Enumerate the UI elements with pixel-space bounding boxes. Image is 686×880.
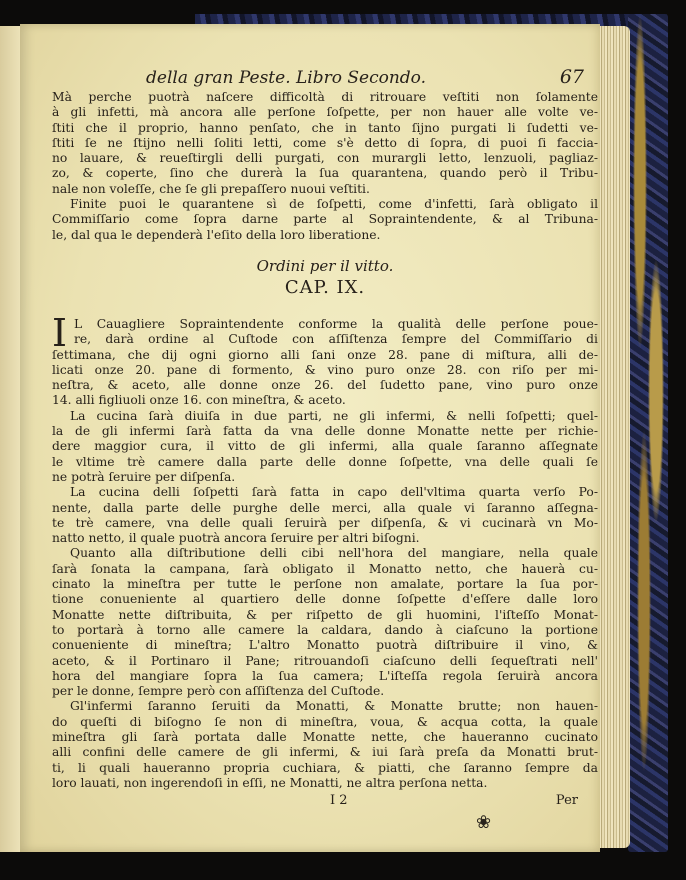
text-line: dere maggior cura, il vitto de gli infermi, alla quale ſaranno aſſegnate [52, 439, 598, 454]
text-line: cinato la mineſtra per tutte le perſone non amalate, portare la ſua por- [52, 577, 598, 592]
text-line: Quanto alla diſtributione delli cibi nell'hora del mangiare, nella quale [70, 546, 598, 561]
page-footer [52, 793, 598, 811]
catchword: Per [555, 793, 578, 809]
text-line: Commiſſario come ſopra darne parte al Sopraintendente, & al Tribuna- [52, 212, 598, 227]
text-line: re, darà ordine al Cuſtode con aſſiſtenza ſempre del Commiſſario di [74, 332, 598, 347]
text-line: do queſti di biſogno ſe non di mineſtra, voua, & acqua cotta, la quale [52, 714, 598, 729]
paragraph-sick-service [52, 699, 598, 791]
running-head-title: della gran Peste. Libro Secondo. [146, 68, 427, 88]
text-line: L Cauagliere Sopraintendente conforme la qualità delle perſone poue- [74, 316, 598, 331]
paragraph-quarantine-end [52, 197, 598, 243]
text-line: conueniente di mineſtra; L'altro Monatto puotrà diſtribuire il vino, & [52, 638, 598, 653]
paragraph-clothing [52, 90, 598, 197]
text-line: per le donne, ſempre però con aſſiſtenza del Cuſtode. [52, 684, 385, 699]
marbled-binding-cover [628, 14, 668, 852]
text-line: ne potrà ſeruire per diſpenſa. [52, 469, 236, 484]
printer-ornament-icon: ❀ [476, 812, 492, 833]
facing-page-edge [0, 26, 20, 852]
text-line: Finite puoi le quarantene sì de ſoſpetti, come d'infetti, ſarà obligato il [70, 197, 598, 212]
drop-cap: I [52, 310, 68, 355]
text-line: mineſtra gli ſarà portata dalle Monatte nette, che haueranno cucinato [52, 729, 598, 744]
text-line: alli confini delle camere de gli infermi, & iui ſarà preſa da Monatti brut- [52, 745, 598, 760]
text-line: ti, li quali haueranno propria cuchiara, & piatti, che ſaranno ſempre da [52, 760, 598, 775]
text-line: natto netto, il quale puotrà ancora ſeruire per altri biſogni. [52, 531, 420, 546]
text-line: nale non voleſſe, che ſe gli prepaſſero nuoui veſtiti. [52, 181, 370, 196]
text-line: Mà perche puotrà naſcere difficoltà di ritrouare veſtiti non ſolamente [52, 90, 598, 104]
text-line: licati onze 20. pane di formento, & vino puro onze 28. con riſo per mi- [52, 362, 598, 377]
text-line: La cucina delli ſoſpetti ſarà fatta in capo dell'vltima quarta verſo Po- [70, 485, 598, 500]
text-line: aceto, & il Portinaro il Pane; ritrouandoſi ciaſcuno delli ſequeſtrati nell' [52, 653, 598, 668]
text-line: le, dal qua le dependerà l'eſito della loro liberatione. [52, 227, 381, 242]
chapter-heading: CAP. IX. [284, 276, 366, 298]
text-line: Gl'infermi ſaranno ſeruiti da Monatti, & Monatte brutte; non hauen- [70, 699, 598, 714]
text-line: la de gli infermi ſarà fatta da vna delle donne Monatte nette per richie- [52, 424, 598, 439]
text-line: zo, & coperte, ſino che durerà la ſua quarantena, quando però il Tribu- [52, 166, 598, 181]
page-text [52, 66, 598, 811]
paragraph-distribution [52, 546, 598, 699]
paragraph-suspects-kitchen [52, 485, 598, 546]
paragraph-kitchen [52, 409, 598, 485]
paragraph-rations [52, 310, 598, 409]
text-line: te trè camere, vna delle quali ſeruirà per diſpenſa, & vi cucinarà vn Mo- [52, 515, 598, 530]
text-line: nente, dalla parte delle purghe delle merci, alla quale vi ſaranno aſſegna- [52, 500, 598, 515]
text-line: neſtra, & aceto, alle donne onze 26. del ſudetto pane, vino puro onze [52, 378, 598, 393]
text-line: à gli infetti, mà ancora alle perſone ſoſpette, per non hauer alle volte ve- [52, 105, 598, 120]
text-line: La cucina ſarà diuiſa in due parti, ne gli infermi, & nelli ſoſpetti; quel- [70, 408, 598, 423]
page-edges [596, 26, 630, 848]
text-line: loro lauati, non ingerendoſi in eſſi, ne Monatti, ne altra perſona netta. [52, 775, 488, 790]
section-rubric: Ordini per il vitto. [256, 256, 394, 275]
running-head [146, 66, 598, 88]
text-line: le vltime trè camere dalla parte delle donne ſoſpette, vna delle quali ſe [52, 454, 598, 469]
text-line: 14. alli figliuoli onze 16. con mineſtra, & aceto. [52, 393, 346, 408]
text-line: to portarà à torno alle camere la caldara, dando à ciaſcuno la portione [52, 622, 598, 637]
text-line: hora del mangiare ſopra la ſua camera; L'iſteſſa regola ſeruirà ancora [52, 668, 598, 683]
text-line: ſettimana, che dij ogni giorno alli ſani onze 28. pane di miſtura, alli de- [52, 347, 598, 362]
text-line: ſtiti che il proprio, hanno penſato, che in tanto ſijno purgati li ſudetti ve- [52, 120, 598, 135]
page-number: 67 [559, 66, 584, 88]
signature-mark: I 2 [330, 793, 348, 809]
text-line: ſarà ſonata la campana, ſarà obligato il Monatto netto, che hauerà cu- [52, 561, 598, 576]
text-line: ſtiti ſe ne ſtijno nelli ſoliti letti, come s'è detto di ſopra, di puoi ſi faccia- [52, 135, 598, 150]
text-line: no lauare, & reueſtirgli delli purgati, con murargli letto, lenzuoli, pagliaz- [52, 151, 598, 166]
text-line: Monatte nette diſtribuita, & per riſpetto de gli huomini, l'iſteſſo Monat- [52, 607, 598, 622]
text-line: tione conueniente al quartiero delle donne ſoſpette d'eſſere dalle loro [52, 592, 598, 607]
